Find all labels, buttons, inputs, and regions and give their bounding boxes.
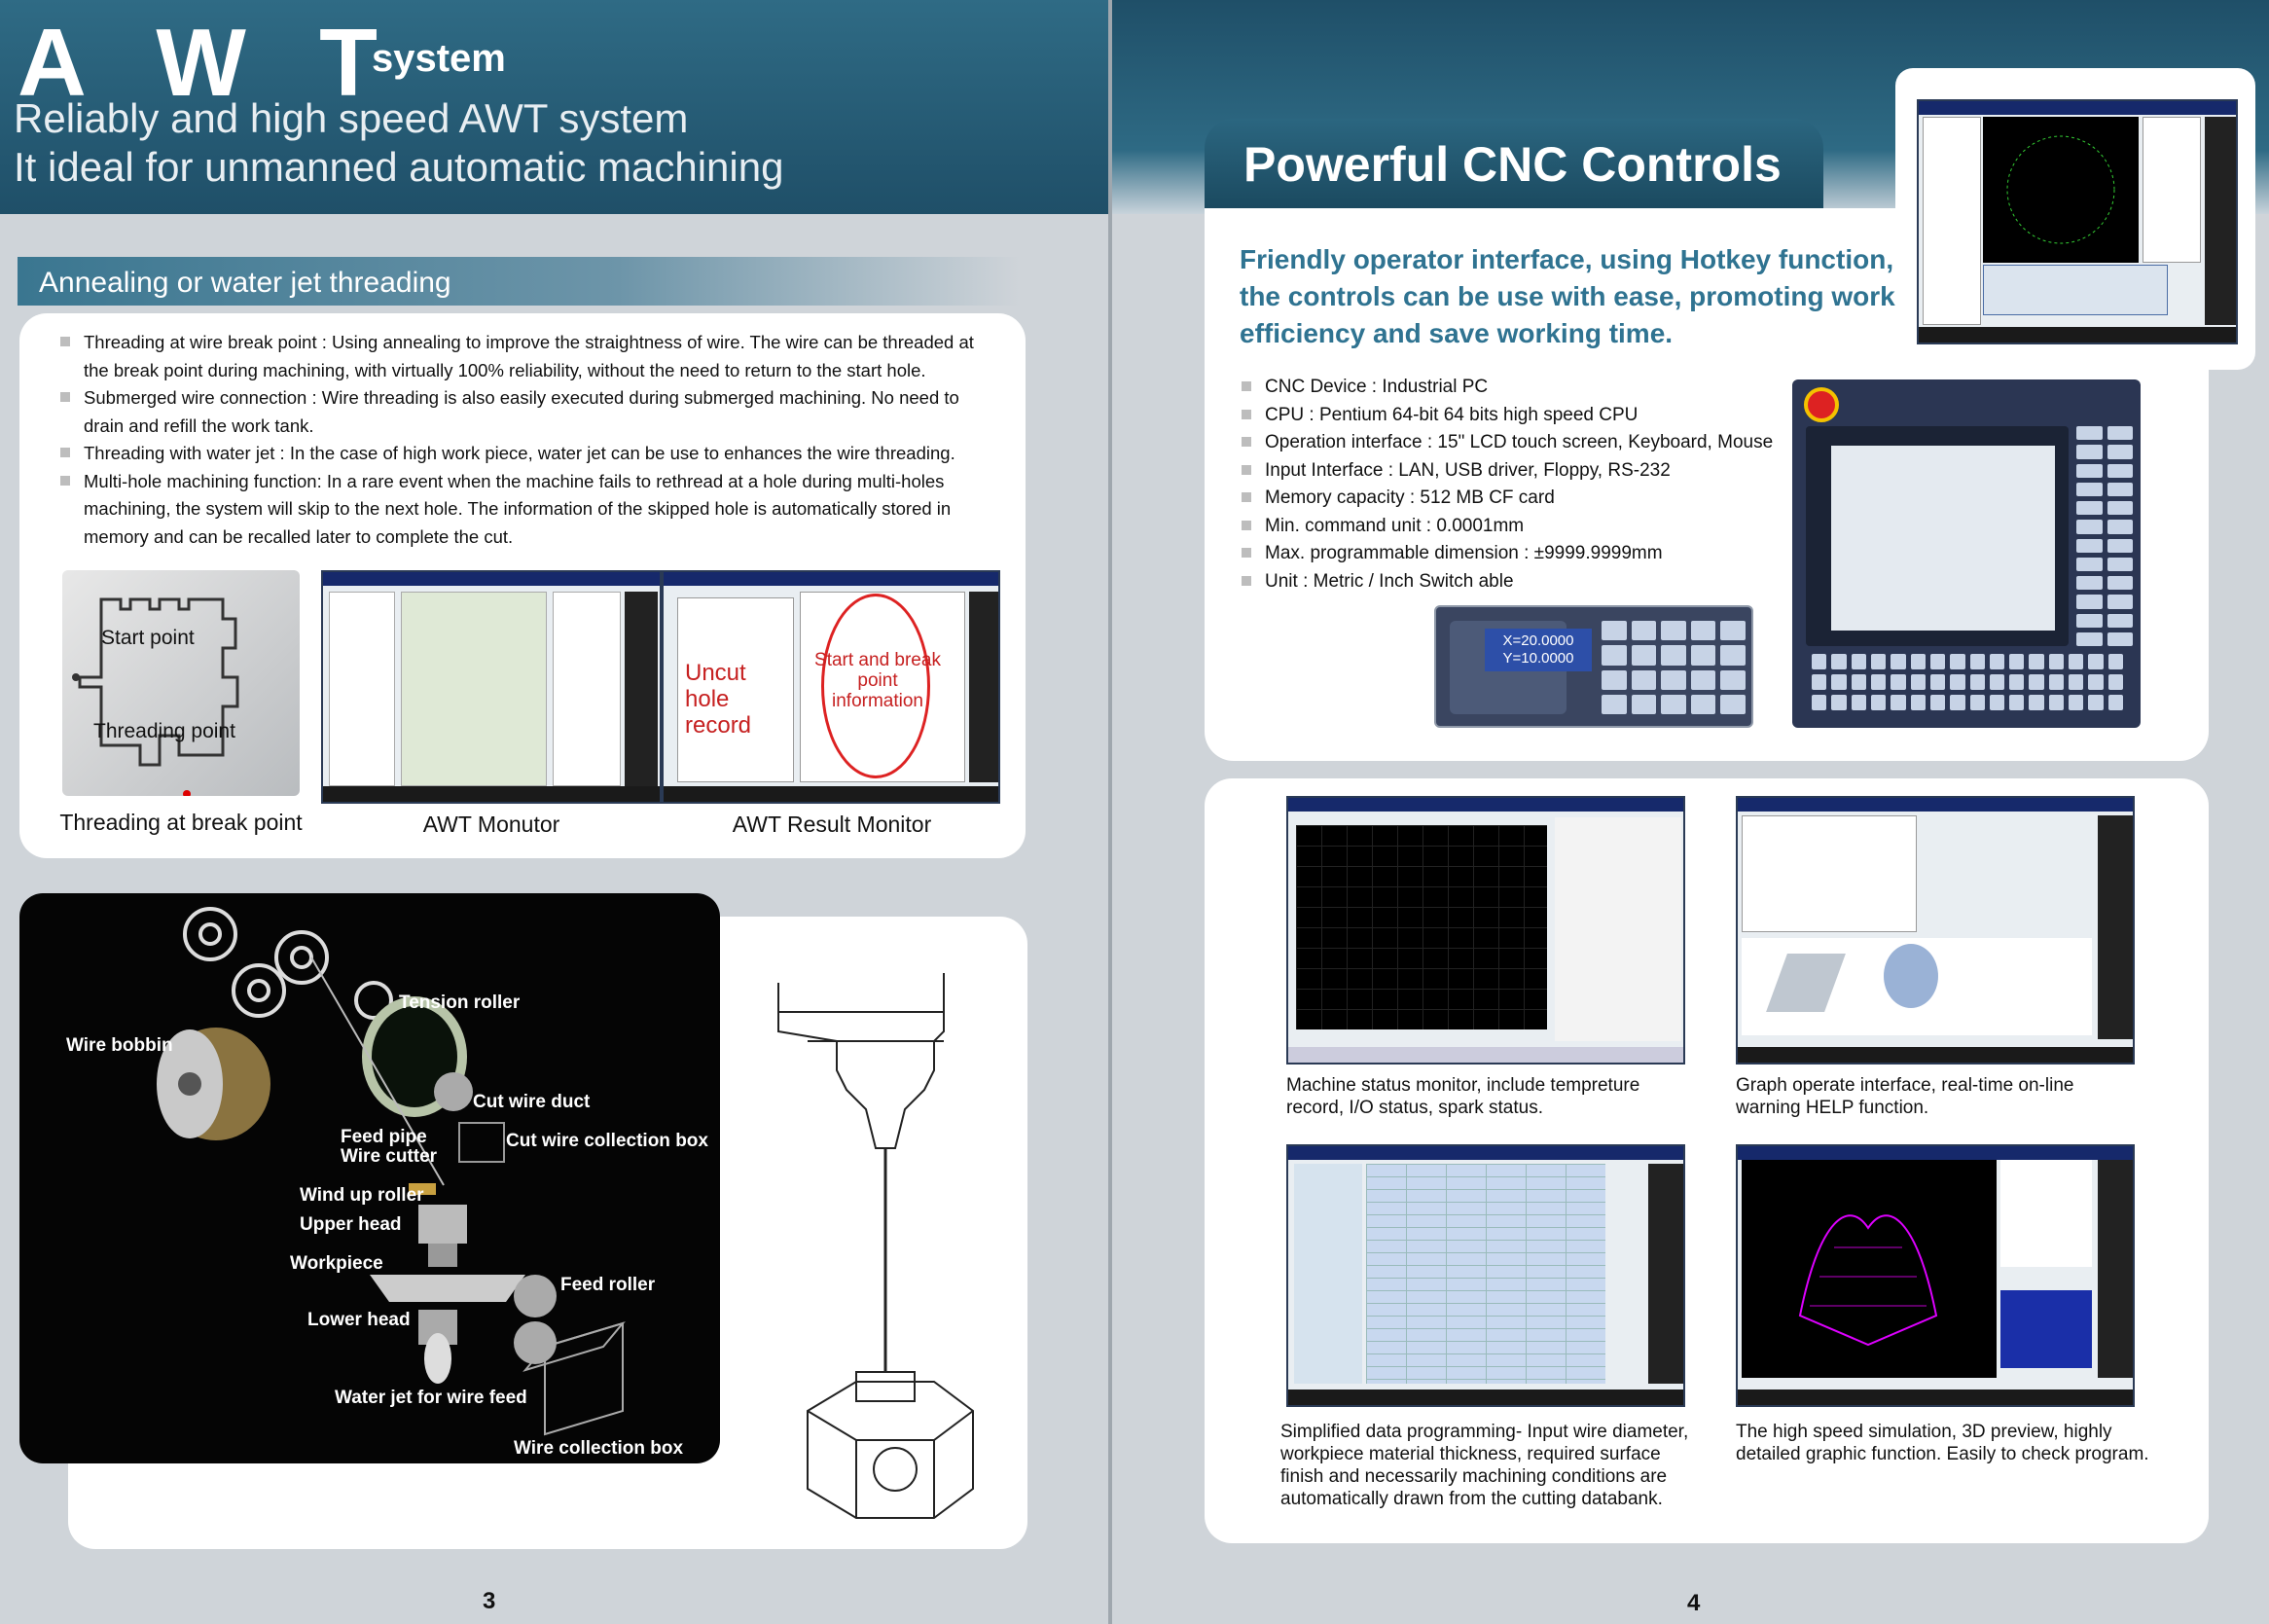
threading-point-label: Threading point — [93, 720, 235, 742]
page-number-right: 4 — [1687, 1590, 1701, 1616]
head-nozzle-sketch — [749, 963, 1002, 1537]
graph-interface-screenshot — [1736, 796, 2135, 1065]
tension-roller-label: Tension roller — [399, 992, 521, 1013]
wire-path-diagram — [19, 893, 720, 1463]
spec-item: Unit : Metric / Inch Switch able — [1242, 568, 1786, 596]
start-break-label: Start and break point information — [814, 650, 941, 711]
subtitle-2: It ideal for unmanned automatic machining — [14, 144, 784, 190]
remote-pendant — [1434, 605, 1753, 728]
figure1-caption: Threading at break point — [59, 810, 303, 835]
feature-item: Threading with water jet : In the case of high work piece, water jet can be use to enhances the wire threading. — [60, 440, 994, 468]
feed-pipe-label: Feed pipe — [341, 1127, 427, 1147]
interface-screenshot-frame — [1895, 68, 2255, 370]
caption-graph-interface: Graph operate interface, real-time on-line warning HELP function. — [1736, 1075, 2074, 1118]
spec-item: Operation interface : 15" LCD touch screen, Keyboard, Mouse — [1242, 429, 1786, 457]
spec-item: CNC Device : Industrial PC — [1242, 374, 1786, 402]
data-programming-screenshot — [1286, 1144, 1685, 1407]
spec-item: Max. programmable dimension : ±9999.9999mm — [1242, 540, 1786, 568]
feature-list — [60, 329, 994, 551]
spec-list — [1242, 374, 1786, 595]
feature-item: Submerged wire connection : Wire threading is also easily executed during submerged machining. No need to drain and refill the work tank. — [60, 384, 994, 440]
machine-status-screenshot — [1286, 796, 1685, 1065]
wind-up-roller-label: Wind up roller — [300, 1185, 424, 1206]
lower-head-label: Lower head — [307, 1310, 411, 1330]
spec-item: Min. command unit : 0.0001mm — [1242, 513, 1786, 541]
pendant-y: Y=10.0000 — [1502, 650, 1574, 667]
wire-mechanism-graphic — [19, 893, 720, 1463]
subtitle-1: Reliably and high speed AWT system — [14, 95, 689, 141]
awt-title: A W T — [18, 9, 401, 116]
section-heading: Annealing or water jet threading — [18, 257, 1020, 306]
wire-cutter-label: Wire cutter — [341, 1146, 438, 1167]
spec-item: CPU : Pentium 64-bit 64 bits high speed CPU — [1242, 402, 1786, 430]
upper-head-label: Upper head — [300, 1214, 402, 1235]
caption-simulation: The high speed simulation, 3D preview, highly detailed graphic function. Easily to check program. — [1736, 1422, 2149, 1464]
start-point-label: Start point — [101, 627, 195, 649]
feed-roller-label: Feed roller — [560, 1275, 656, 1295]
simulation-screenshot — [1736, 1144, 2135, 1407]
emergency-stop-icon — [1804, 387, 1839, 422]
cnc-controller — [1792, 379, 2141, 728]
caption-machine-status: Machine status monitor, include tempreture record, I/O status, spark status. — [1286, 1075, 1640, 1118]
pendant-x: X=20.0000 — [1502, 632, 1574, 649]
uncut-hole-label: Uncut hole record — [685, 660, 752, 739]
wire-box-label: Wire collection box — [514, 1438, 684, 1459]
page-number-left: 3 — [483, 1588, 496, 1614]
figure3-caption: AWT Result Monitor — [732, 812, 932, 837]
threading-path-icon — [62, 570, 300, 796]
cnc-title: Powerful CNC Controls — [1205, 119, 1823, 208]
break-point-figure — [62, 570, 300, 796]
cnc-intro: Friendly operator interface, using Hotkey function, the controls can be use with ease, promoting work efficiency and save working time. — [1240, 244, 1895, 348]
system-label: system — [372, 37, 506, 80]
awt-features-card — [19, 313, 1026, 858]
spec-item: Input Interface : LAN, USB driver, Floppy, RS-232 — [1242, 457, 1786, 486]
cut-wire-box-label: Cut wire collection box — [506, 1131, 708, 1151]
spec-item: Memory capacity : 512 MB CF card — [1242, 485, 1786, 513]
3d-simulation-graphic — [1742, 1160, 1997, 1378]
water-jet-label: Water jet for wire feed — [335, 1388, 527, 1408]
interface-screenshot — [1917, 99, 2238, 344]
caption-data-programming: Simplified data programming- Input wire diameter, workpiece material thickness, required surface finish and necessarily machining conditions are automatically drawn from the cutting databank. — [1280, 1422, 1689, 1509]
pendant-display — [1485, 629, 1592, 671]
awt-monitor-screenshot — [321, 570, 662, 804]
cut-wire-duct-label: Cut wire duct — [473, 1092, 591, 1112]
page-spine — [1108, 0, 1112, 1624]
feature-item: Threading at wire break point : Using annealing to improve the straightness of wire. The wire can be threaded at the break point during machining, with virtually 100% reliability, without the need to return to the start hole. — [60, 329, 994, 384]
figure2-caption: AWT Monutor — [422, 812, 560, 837]
workpiece-label: Workpiece — [290, 1253, 383, 1274]
awt-result-screenshot — [662, 570, 1000, 804]
feature-item: Multi-hole machining function: In a rare event when the machine fails to rethread at a hole during multi-holes machining, the system will skip to the next hole. The information of the skipped hole is automatically stored in memory and can be recalled later to complete the cut. — [60, 468, 994, 552]
wire-bobbin-label: Wire bobbin — [66, 1035, 173, 1056]
